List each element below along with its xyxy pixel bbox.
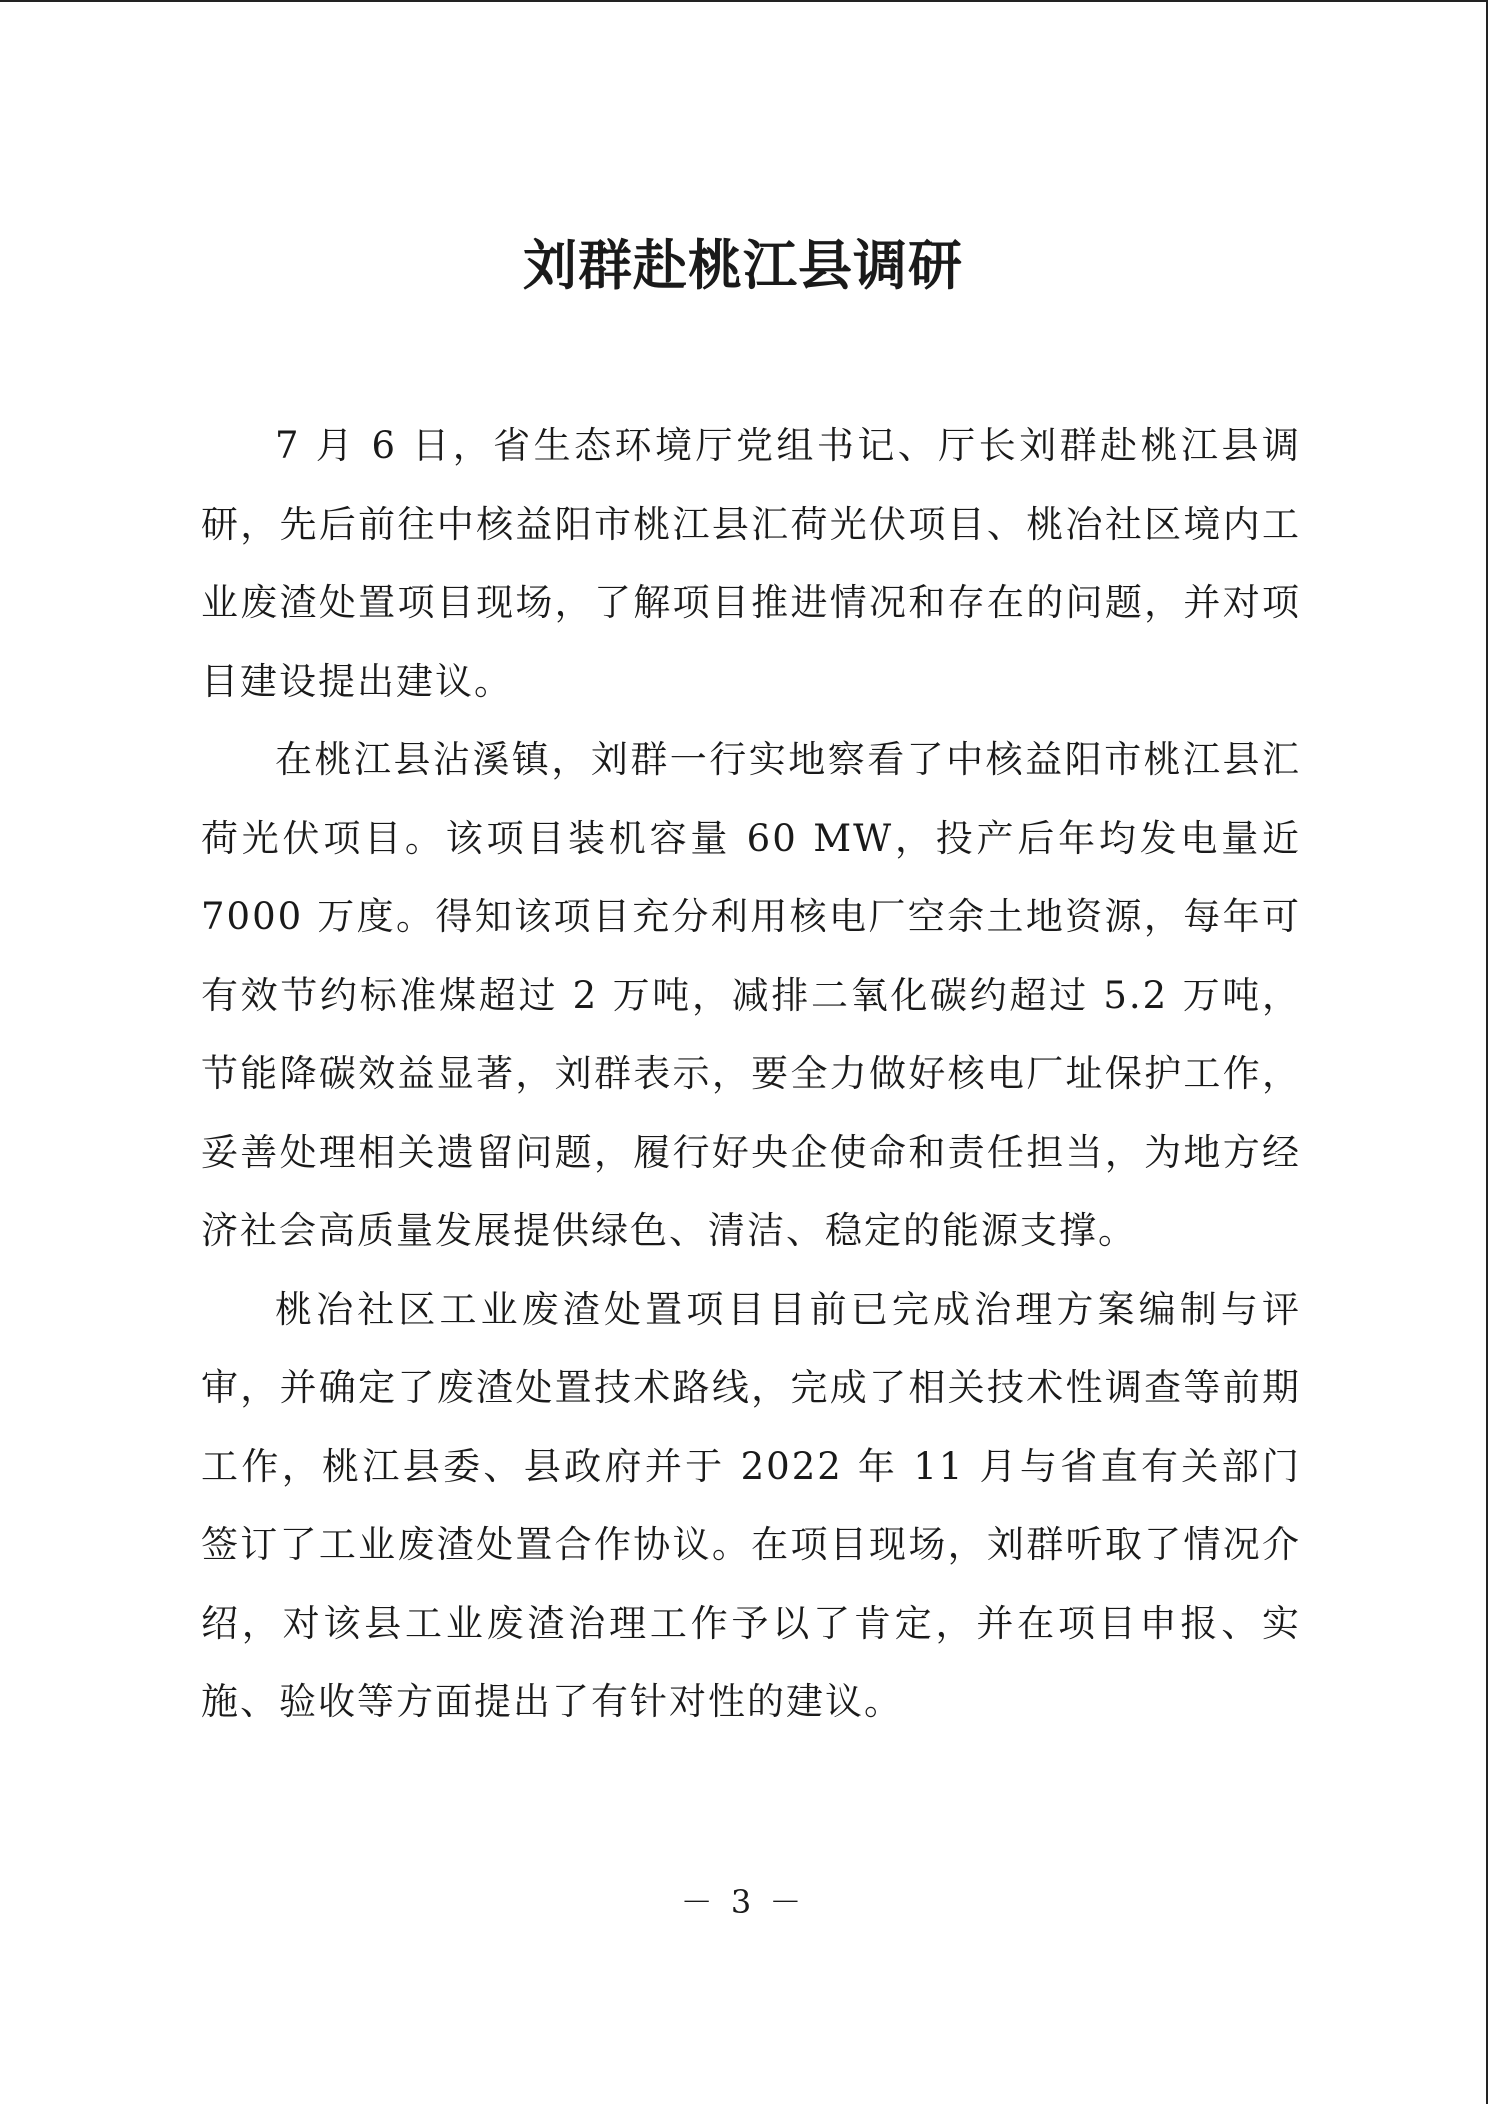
paragraph-3: 桃冶社区工业废渣处置项目目前已完成治理方案编制与评审，并确定了废渣处置技术路线，完成了相关技术性调查等前期工作，桃江县委、县政府并于 2022 年 11 月与省直有关部门签订了工业废渣处置合作协议。在项目现场，刘群听取了情况介绍，对该县工业废渣治理工作予以了肯定，并在项目申报、实施、验收等方面提出了有针对性的建议。 bbox=[201, 1287, 1301, 1723]
page-number: － 3 － bbox=[680, 1883, 806, 1921]
paragraph-1: 7 月 6 日，省生态环境厅党组书记、厅长刘群赴桃江县调研，先后前往中核益阳市桃江县汇荷光伏项目、桃冶社区境内工业废渣处置项目现场，了解项目推进情况和存在的问题，并对项目建设提出建议。 bbox=[201, 424, 1301, 703]
paragraph-2: 在桃江县沾溪镇，刘群一行实地察看了中核益阳市桃江县汇荷光伏项目。该项目装机容量 60 MW，投产后年均发电量近 7000 万度。得知该项目充分利用核电厂空余土地资源，每年可有效节约标准煤超过 2 万吨，减排二氧化碳约超过 5.2 万吨，节能降碳效益显著，刘群表示，要全力做好核电厂址保护工作，妥善处理相关遗留问题，履行好央企使命和责任担当，为地方经济社会高质量发展提供绿色、清洁、稳定的能源支撑。 bbox=[201, 738, 1301, 1252]
article-title: 刘群赴桃江县调研 bbox=[523, 233, 963, 297]
article-body bbox=[201, 407, 1301, 1742]
